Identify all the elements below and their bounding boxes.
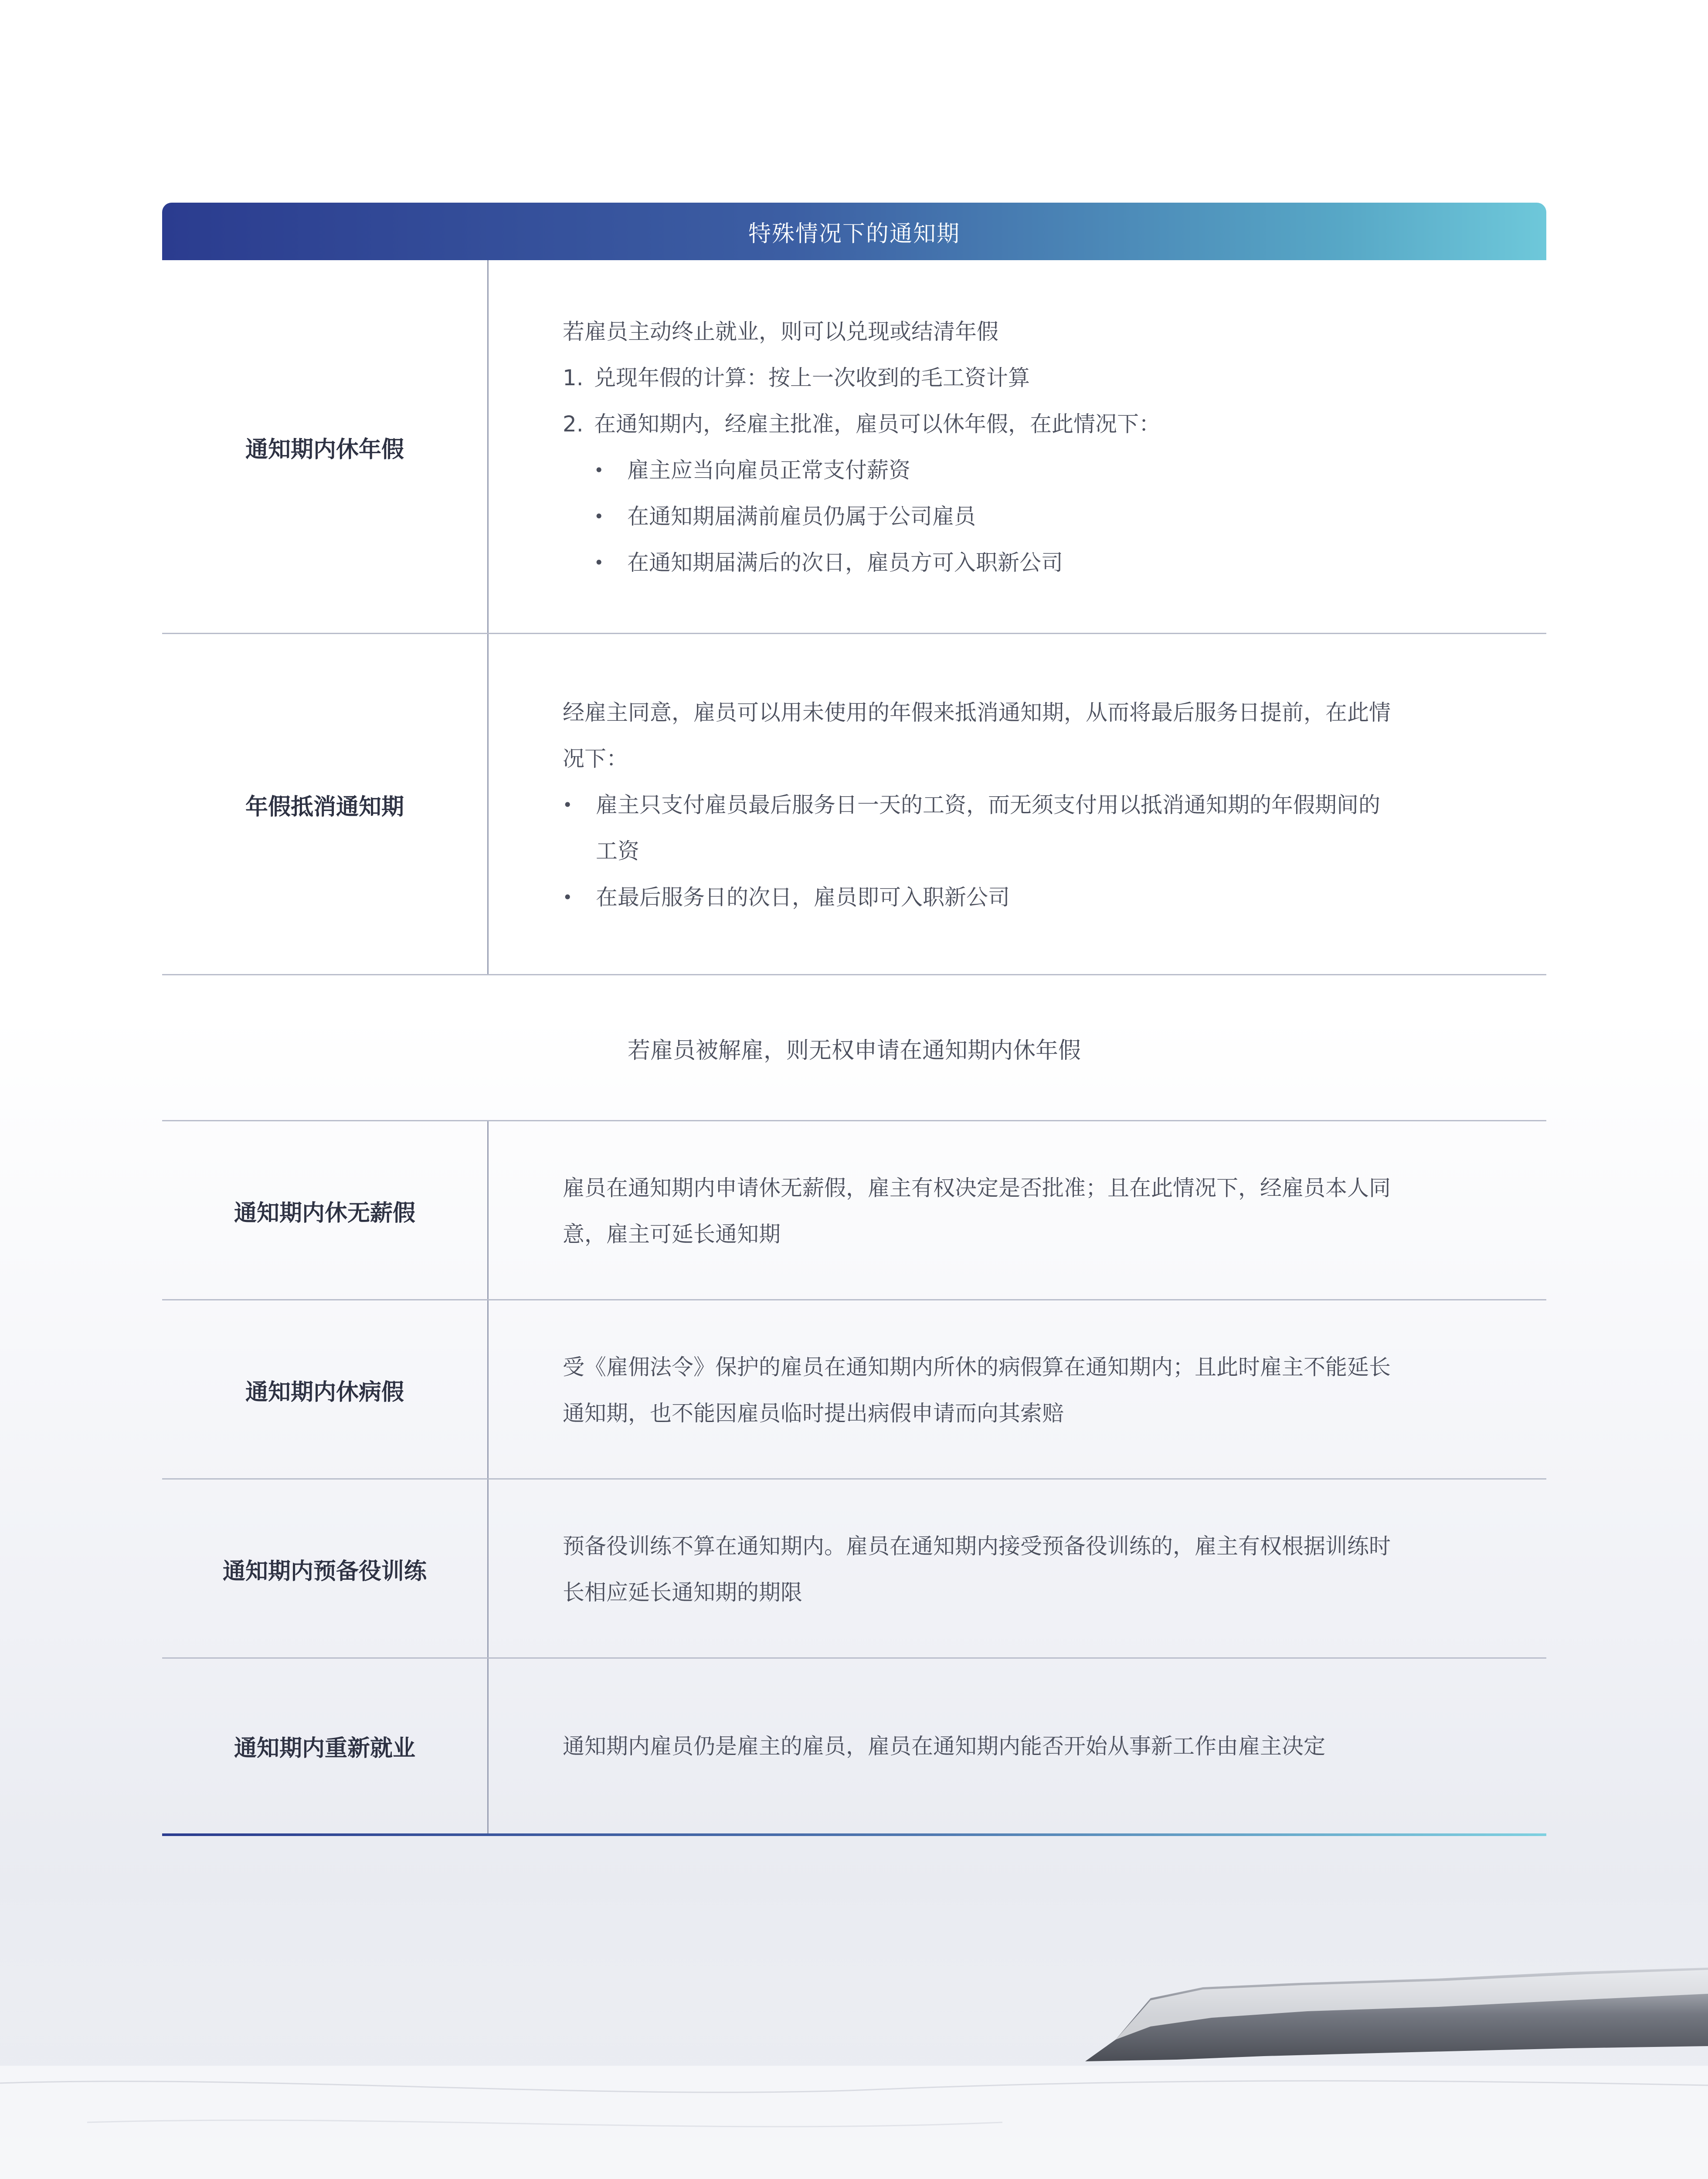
table-row-leave-offset — [162, 634, 1546, 975]
dismissal-note — [162, 975, 1546, 1121]
note-text: 若雇员被解雇，则无权申请在通知期内休年假 — [627, 1038, 1081, 1064]
bullet-text: 在最后服务日的次日，雇员即可入职新公司 — [596, 884, 1010, 910]
item-text: 在通知期内，经雇主批准，雇员可以休年假，在此情况下： — [594, 411, 1161, 437]
column-divider — [487, 634, 489, 975]
content-line: 通知期内雇员仍是雇主的雇员，雇员在通知期内能否开始从事新工作由雇主决定 — [563, 1733, 1325, 1759]
row-content — [563, 1480, 1490, 1659]
bullet-item — [563, 493, 1490, 540]
bullet-icon: • — [594, 461, 604, 480]
bullet-text: 雇主只支付雇员最后服务日一天的工资，而无须支付用以抵消通知期的年假期间的 — [596, 792, 1380, 818]
table-row-annual-leave — [162, 260, 1546, 634]
row-intro-line: 况下： — [563, 746, 628, 771]
row-intro-line: 经雇主同意，雇员可以用未使用的年假来抵消通知期，从而将最后服务日提前，在此情 — [563, 699, 1391, 725]
numbered-item — [563, 355, 1490, 401]
item-number: 1. — [563, 365, 584, 390]
row-label: 通知期内休病假 — [245, 1379, 404, 1405]
row-content — [563, 634, 1490, 975]
row-content — [563, 260, 1490, 634]
bullet-item — [563, 447, 1490, 493]
table-row-reservist-training — [162, 1480, 1546, 1659]
column-divider — [487, 1121, 489, 1300]
column-divider — [487, 260, 489, 634]
column-divider — [487, 1480, 489, 1659]
bullet-item — [563, 874, 1490, 920]
row-label: 年假抵消通知期 — [245, 794, 404, 820]
row-label: 通知期内休年假 — [245, 436, 404, 463]
content-line: 意，雇主可延长通知期 — [563, 1221, 781, 1247]
item-text: 兑现年假的计算：按上一次收到的毛工资计算 — [594, 365, 1030, 390]
row-content — [563, 1300, 1490, 1480]
column-divider — [487, 1659, 489, 1833]
bullet-text: 在通知期届满前雇员仍属于公司雇员 — [627, 504, 976, 529]
snowy-landscape-image — [0, 1918, 1708, 2179]
bullet-item — [563, 540, 1490, 586]
table-bottom-rule — [162, 1833, 1546, 1836]
content-line: 通知期，也不能因雇员临时提出病假申请而向其索赔 — [563, 1400, 1064, 1426]
bullet-icon: • — [594, 507, 604, 526]
content-line: 雇员在通知期内申请休无薪假，雇主有权决定是否批准；且在此情况下，经雇员本人同 — [563, 1175, 1391, 1201]
column-divider — [487, 1300, 489, 1480]
bullet-text: 在通知期届满后的次日，雇员方可入职新公司 — [627, 550, 1063, 575]
row-content — [563, 1121, 1490, 1300]
table-row-new-employment — [162, 1659, 1546, 1833]
item-number: 2. — [563, 411, 584, 437]
bullet-item — [563, 782, 1490, 828]
bullet-text: 雇主应当向雇员正常支付薪资 — [627, 458, 910, 483]
row-intro: 若雇员主动终止就业，则可以兑现或结清年假 — [563, 319, 998, 344]
table-header-bar — [162, 203, 1546, 260]
bullet-icon: • — [594, 553, 604, 572]
table-row-sick-leave — [162, 1300, 1546, 1480]
table-row-unpaid-leave — [162, 1121, 1546, 1300]
table-title: 特殊情况下的通知期 — [748, 221, 960, 247]
numbered-item — [563, 401, 1490, 447]
content-line: 受《雇佣法令》保护的雇员在通知期内所休的病假算在通知期内；且此时雇主不能延长 — [563, 1354, 1391, 1380]
bullet-icon: • — [563, 887, 573, 907]
row-label: 通知期内重新就业 — [234, 1735, 415, 1762]
bullet-text: 工资 — [596, 838, 639, 864]
content-line: 预备役训练不算在通知期内。雇员在通知期内接受预备役训练的，雇主有权根据训练时 — [563, 1533, 1391, 1559]
bullet-icon: • — [563, 795, 573, 815]
content-line: 长相应延长通知期的期限 — [563, 1579, 802, 1605]
row-label: 通知期内预备役训练 — [222, 1558, 427, 1585]
row-content — [563, 1659, 1490, 1833]
bullet-continuation — [563, 828, 1490, 874]
row-label: 通知期内休无薪假 — [234, 1200, 415, 1226]
